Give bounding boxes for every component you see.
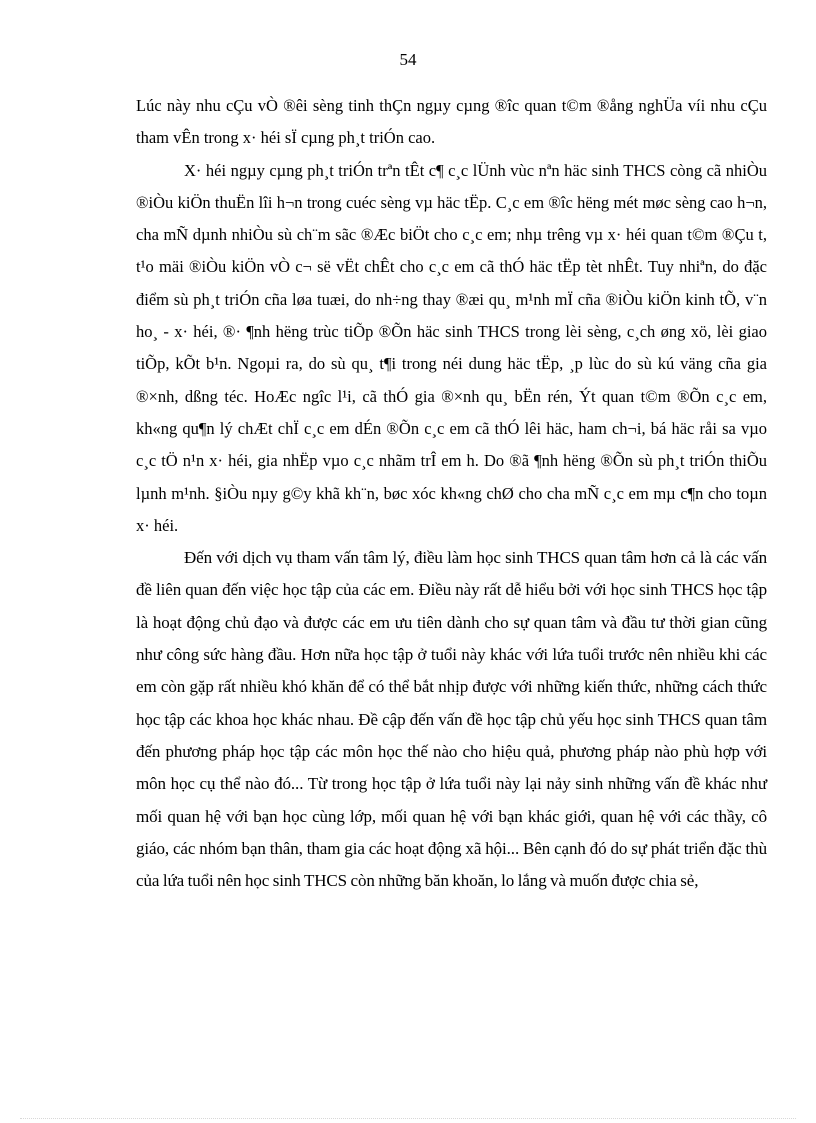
paragraph-3: Đến với dịch vụ tham vấn tâm lý, điều làm học sinh THCS quan tâm hơn cả là các vấn đề liên quan đến việc học tập của các em. Điều này rất dễ hiểu bởi với học sinh THCS học tập là hoạt động chủ đạo và được các em ưu tiên dành cho sự quan tâm và đầu tư thời gian cũng như công sức hàng đầu. Hơn nữa học tập ở tuổi này khác với lứa tuổi trước nên nhiều khi các em còn gặp rất nhiều khó khăn để có thể bắt nhịp được với những kiến thức, những cách thức học tập các khoa học khác nhau. Đề cập đến vấn đề học tập chủ yếu học sinh THCS quan tâm đến phương pháp học tập các môn học thế nào cho hiệu quả, phương pháp nào phù hợp với môn học cụ thể nào đó... Từ trong học tập ở lứa tuổi này lại nảy sinh những vấn đề khác như mối quan hệ với bạn học cùng lớp, mối quan hệ với bạn khác giới, quan hệ với các thầy, cô giáo, các nhóm bạn thân, tham gia các hoạt động xã hội... Bên cạnh đó do sự phát triển đặc thù của lứa tuổi nên học sinh THCS còn những băn khoăn, lo lắng và muốn được chia sẻ, (136, 548, 767, 891)
paragraph-2: X· héi ngµy cµng ph¸t triÓn trªn tÊt c¶ c¸c lÜnh vùc nªn häc sinh THCS còng cã nhiÒu ®iÒu kiÖn thuËn lîi h¬n trong cuéc sèng vµ häc tËp. C¸c em ®îc hëng mét møc sèng cao h¬n, cha mÑ dµnh nhiÒu sù ch¨m sãc ®Æc biÖt cho c¸c em; nhµ trêng vµ x· héi quan t©m ®Çu t, t¹o mäi ®iÒu kiÖn vÒ c¬ së vËt chÊt cho c¸c em cã thÓ häc tËp tèt nhÊt. Tuy nhiªn, do đặc điểm sù ph¸t triÓn cña løa tuæi, do nh÷ng thay ®æi qu¸ m¹nh mÏ cña ®iÒu kiÖn kinh tÕ, v¨n ho¸ - x· héi, ®· ¶nh hëng trùc tiÕp ®Õn häc sinh THCS trong lèi sèng, c¸ch øng xö, lèi giao tiÕp, kÕt b¹n. Ngoµi ra, do sù qu¸ t¶i trong néi dung häc tËp, ¸p lùc do sù kú väng cña gia ®×nh, dßng téc. HoÆc ngîc l¹i, cã thÓ gia ®×nh qu¸ bËn rén, Ýt quan t©m ®Õn c¸c em, kh«ng qu¶n lý chÆt chÏ c¸c em dÉn ®Õn c¸c em cã thÓ lêi häc, ham ch¬i, bá häc råi sa vµo c¸c tÖ n¹n x· héi, gia nhËp vµo c¸c nhãm trÎ em h. Do ®ã ¶nh hëng ®Õn sù ph¸t triÓn thiÕu lµnh m¹nh. §iÒu nµy g©y khã kh¨n, bøc xóc kh«ng chØ cho cha mÑ c¸c em mµ c¶n cho toµn x· héi. (136, 160, 767, 535)
paragraph-1: Lúc này nhu cÇu vÒ ®êi sèng tinh thÇn ngµy cµng ®îc quan t©m ®ång nghÜa víi nhu cÇu tham vÊn trong x· héi sÏ cµng ph¸t triÓn cao. (136, 96, 767, 148)
page-bottom-edge (20, 1118, 796, 1119)
document-body (136, 90, 767, 897)
page-number: 54 (399, 50, 417, 69)
